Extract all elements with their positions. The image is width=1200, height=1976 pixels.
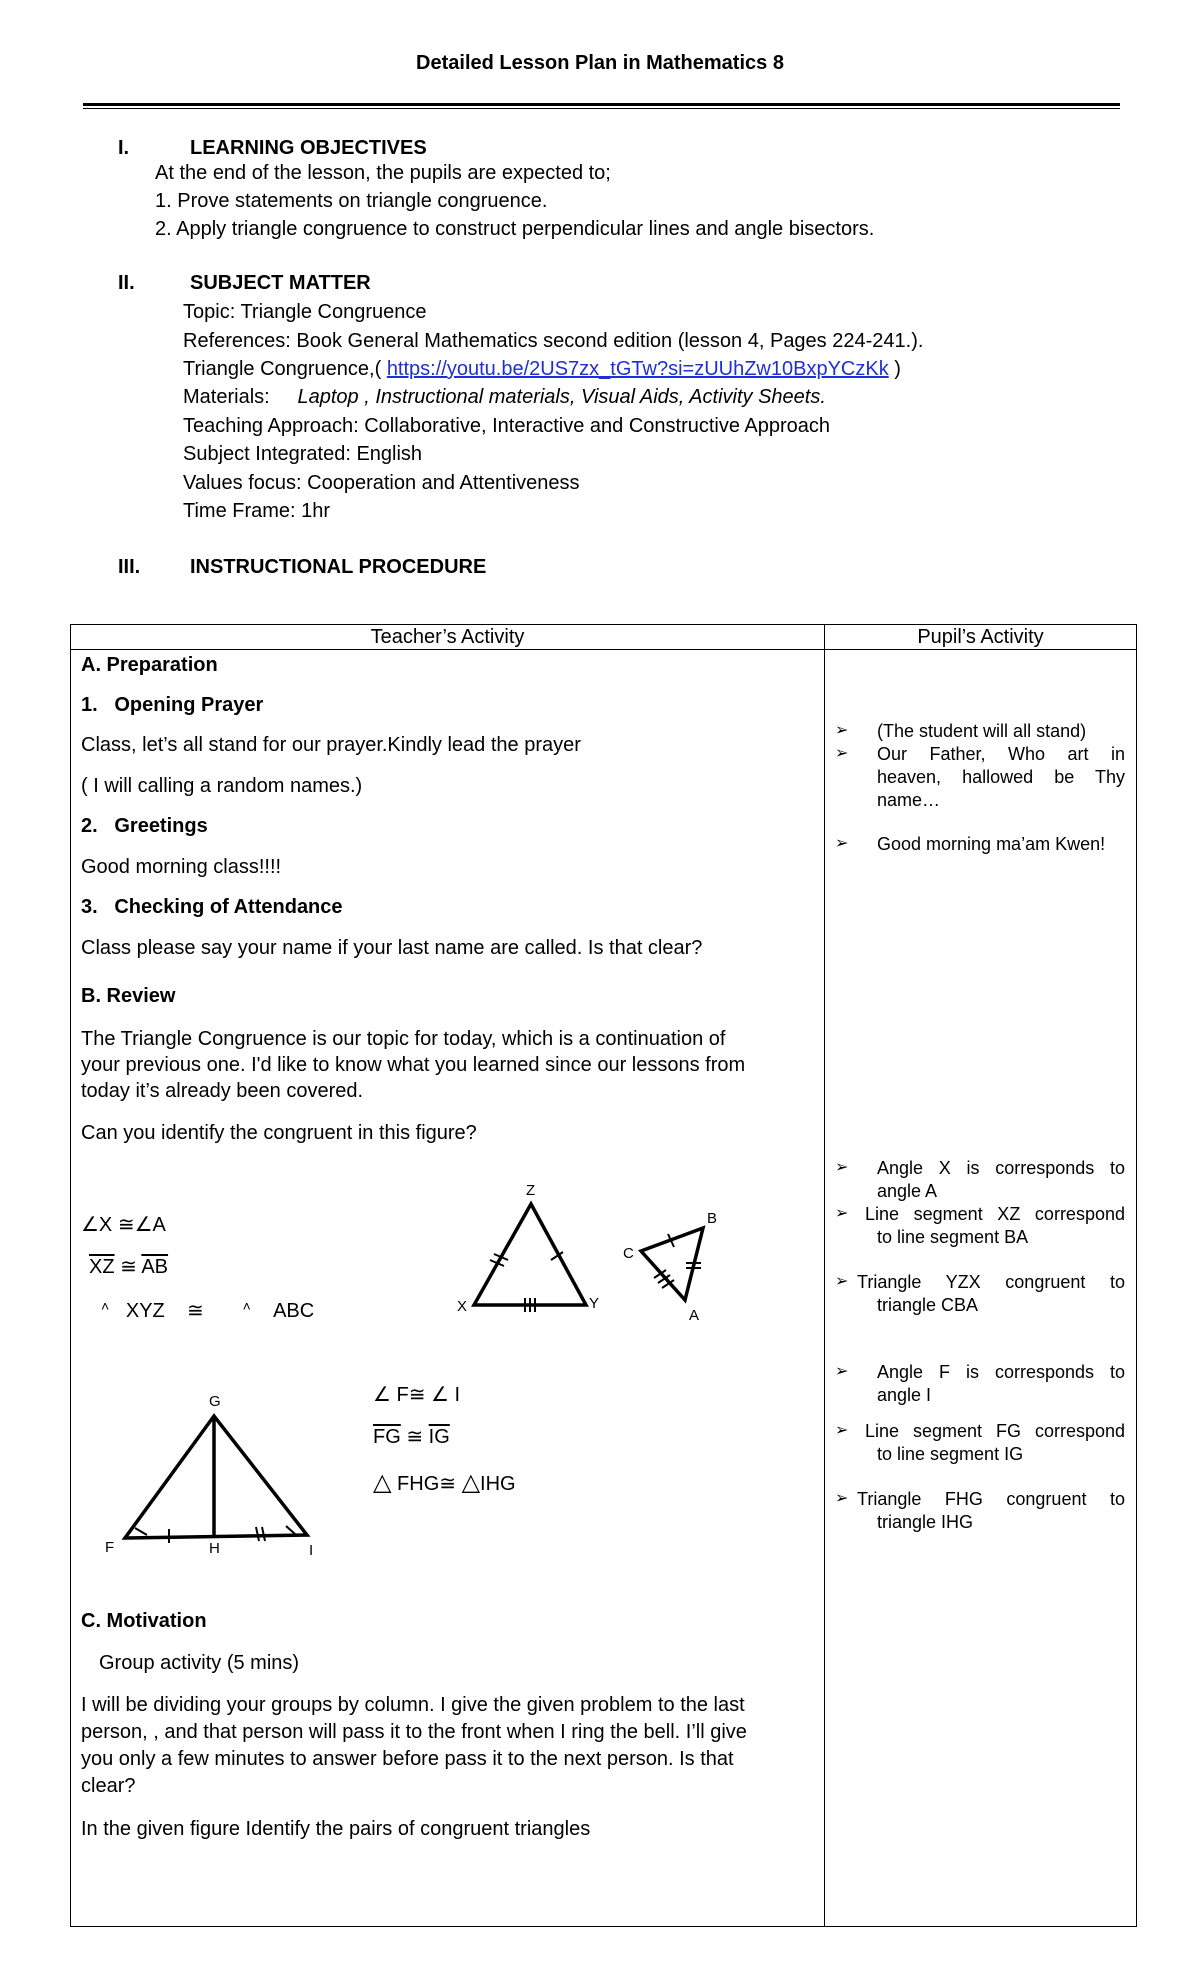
fig1-triangle-statement: ˄ XYZ ≅ ˄ ABC (101, 1298, 315, 1322)
review-line: your previous one. I'd like to know what you learned since our lessons from (81, 1054, 746, 1076)
subject-approach: Teaching Approach: Collaborative, Interactive and Constructive Approach (183, 415, 831, 437)
fig1-segment-xz: $\overline{XZ}$ (89, 1256, 115, 1278)
pupil-response: to line segment IG (877, 1444, 1024, 1464)
teacher-activity-header: Teacher’s Activity (71, 625, 825, 650)
subject-materials (183, 386, 826, 409)
header-rule-thin (83, 108, 1120, 109)
fig2-segment-ig: $\overline{IG}$ (428, 1426, 450, 1448)
fig2-triangle-ihg: IHG (480, 1473, 516, 1495)
section-3-title: INSTRUCTIONAL PROCEDURE (190, 556, 487, 578)
congruent-symbol: ≅ (120, 1256, 137, 1278)
fig1-triangle-xyz: XYZ (125, 1300, 165, 1322)
teacher-activity-cell (71, 650, 825, 1927)
review-line: The Triangle Congruence is our topic for today, which is a continuation of (81, 1028, 726, 1050)
fig2-angle-statement: ∠ F≅ ∠ I (373, 1384, 461, 1406)
subject-references: References: Book General Mathematics second edition (lesson 4, Pages 224-241.). (183, 330, 924, 352)
pupil-response: Angle F is corresponds to (877, 1362, 1125, 1382)
review-line: today it’s already been covered. (81, 1080, 364, 1102)
attendance-heading: 3. Checking of Attendance (81, 896, 343, 918)
triangle-xyz (474, 1204, 586, 1305)
prayer-line: Class, let’s all stand for our prayer.Kindly lead the prayer (81, 734, 581, 756)
triangle-icon: △ (461, 1469, 481, 1496)
pupil-response: Line segment XZ correspond (865, 1204, 1125, 1224)
fig1-triangle-abc: ABC (273, 1300, 315, 1322)
video-suffix: ) (888, 358, 901, 380)
pupil-response: Angle X is corresponds to (877, 1158, 1125, 1178)
attendance-line: Class please say your name if your last name are called. Is that clear? (81, 937, 703, 959)
section-1-number: I. (118, 137, 130, 159)
label-h: H (209, 1540, 220, 1555)
greetings-line: Good morning class!!!! (81, 856, 282, 878)
motivation-line: person, , and that person will pass it to the front when I ring the bell. I’ll give (81, 1721, 747, 1743)
subject-topic: Topic: Triangle Congruence (183, 301, 427, 323)
label-f: F (105, 1539, 115, 1555)
header-rule-thick (83, 103, 1120, 106)
objective-item: 1. Prove statements on triangle congruence. (155, 190, 548, 212)
motivation-line: I will be dividing your groups by column. I give the given problem to the last (81, 1694, 745, 1716)
bullet-arrow-icon: ➢ (835, 835, 849, 852)
bullet-arrow-icon: ➢ (835, 1422, 849, 1439)
pupil-response: angle I (877, 1385, 932, 1405)
label-g: G (209, 1393, 221, 1410)
objective-item: 2. Apply triangle congruence to construct perpendicular lines and angle bisectors. (155, 218, 875, 240)
bullet-arrow-icon: ➢ (835, 1159, 849, 1176)
label-z: Z (526, 1182, 536, 1199)
motivation-line: you only a few minutes to answer before pass it to the next person. Is that (81, 1748, 734, 1770)
fig1-triangles (371, 1170, 771, 1340)
triangle-fgi (125, 1416, 307, 1538)
fig1-segment-statement (89, 1254, 168, 1279)
pupil-response: Triangle YZX congruent to (857, 1272, 1125, 1292)
section-1-title: LEARNING OBJECTIVES (190, 137, 427, 159)
materials-label: Materials: (183, 386, 270, 408)
bullet-arrow-icon: ➢ (835, 1273, 849, 1290)
procedure-table (70, 624, 1137, 1927)
bullet-arrow-icon: ➢ (835, 722, 849, 739)
materials-value: Laptop , Instructional materials, Visual Aids, Activity Sheets. (297, 386, 826, 408)
pupil-response: triangle IHG (877, 1512, 974, 1532)
subject-time: Time Frame: 1hr (183, 500, 331, 522)
prayer-note: ( I will calling a random names.) (81, 775, 363, 797)
fig2-segment-fg: $\overline{FG}$ (373, 1426, 401, 1448)
label-b: B (707, 1210, 718, 1227)
fig1-angle-statement: ∠X ≅∠A (81, 1214, 166, 1236)
triangle-icon: △ (373, 1469, 392, 1496)
fig2-triangle-fhg: FHG≅ (397, 1473, 457, 1495)
bullet-arrow-icon: ➢ (835, 1490, 849, 1507)
pupil-response: Good morning ma’am Kwen! (877, 834, 1106, 854)
label-c: C (623, 1245, 634, 1262)
pupil-response: Our Father, Who art in (877, 744, 1125, 764)
section-2-number: II. (118, 272, 135, 294)
motivation-line: clear? (81, 1775, 136, 1797)
pupil-response: name… (877, 790, 941, 810)
pupil-activity-header: Pupil’s Activity (825, 625, 1137, 650)
pupil-response: Triangle FHG congruent to (857, 1489, 1125, 1509)
greetings-heading: 2. Greetings (81, 815, 208, 837)
bullet-arrow-icon: ➢ (835, 1363, 849, 1380)
pupil-response: heaven, hallowed be Thy (877, 767, 1125, 787)
section-2-title: SUBJECT MATTER (190, 272, 371, 294)
pupil-response: angle A (877, 1181, 938, 1201)
review-question: Can you identify the congruent in this figure? (81, 1122, 477, 1144)
section-3-number: III. (118, 556, 141, 578)
label-a: A (689, 1307, 700, 1324)
objectives-intro: At the end of the lesson, the pupils are expected to; (155, 162, 611, 184)
motivation-subheading: Group activity (5 mins) (99, 1652, 300, 1674)
fig2-triangle-statement (373, 1468, 516, 1497)
fig2-segment-statement: $\overline{FG}$ ≅ $\overline{IG}$ (373, 1426, 450, 1448)
bullet-arrow-icon: ➢ (835, 1205, 849, 1222)
tick-marks-xyz (490, 1252, 563, 1312)
subject-values: Values focus: Cooperation and Attentiveness (183, 472, 580, 494)
document-title: Detailed Lesson Plan in Mathematics 8 (416, 52, 784, 74)
pupil-response: triangle CBA (877, 1295, 979, 1315)
video-link[interactable]: https://youtu.be/2US7zx_tGTw?si=zUUhZw10BxpYCzKk (386, 358, 889, 380)
review-heading: B. Review (81, 985, 176, 1007)
opening-prayer-heading: 1. Opening Prayer (81, 694, 264, 716)
fig1-segment-ab: $\overline{AB}$ (141, 1256, 169, 1278)
fig2-triangle (81, 1380, 341, 1555)
motivation-heading: C. Motivation (81, 1610, 207, 1632)
pupil-response: Line segment FG correspond (865, 1421, 1125, 1441)
label-i: I (309, 1542, 314, 1555)
pupil-response: to line segment BA (877, 1227, 1029, 1247)
motivation-task: In the given figure Identify the pairs of congruent triangles (81, 1818, 591, 1840)
subject-integrated: Subject Integrated: English (183, 443, 423, 465)
bullet-arrow-icon: ➢ (835, 745, 849, 762)
label-y: Y (589, 1295, 600, 1312)
label-x: X (457, 1298, 468, 1315)
preparation-heading: A. Preparation (81, 654, 218, 676)
subject-video (183, 358, 901, 381)
pupil-activity-cell (825, 650, 1137, 1927)
video-prefix: Triangle Congruence,( (183, 358, 387, 380)
pupil-response: (The student will all stand) (877, 721, 1087, 741)
